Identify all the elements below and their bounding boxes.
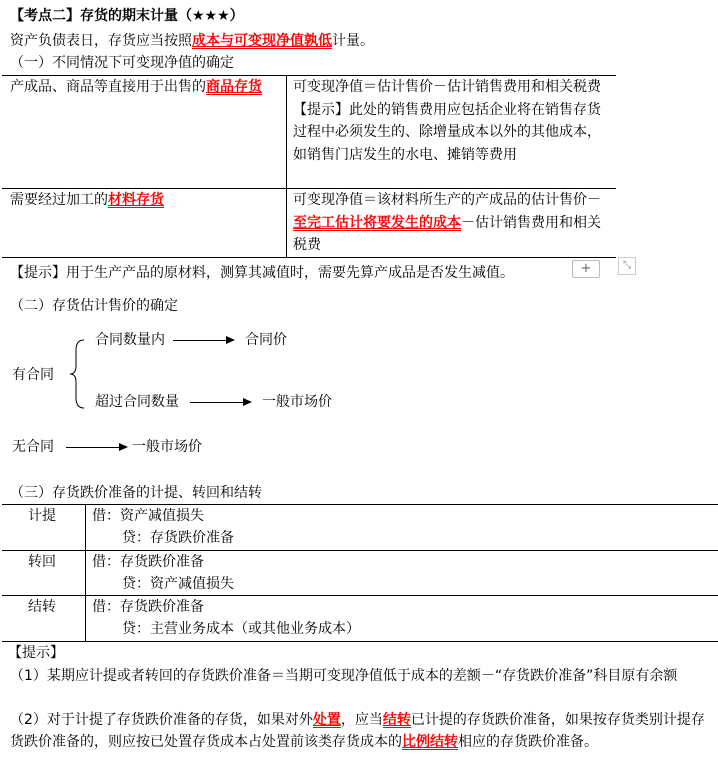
tip-2-highlight: 结转 [382,712,411,728]
row1-left [10,76,262,99]
section1-heading: （一）不同情况下可变现净值的确定 [10,55,234,71]
tip-2-b: ，应当 [340,712,383,728]
row1-left-highlight: 商品存货 [206,79,262,95]
tip-2-d: 相应的存货跌价准备。 [458,734,598,750]
section2-heading: （二）存货估计售价的确定 [10,298,178,314]
row2-right [293,189,613,257]
intro-after: 计量。 [332,33,374,49]
tip-1: （1）某期应计提或者转回的存货跌价准备＝当期可变现净值低于成本的差额－“存货跌价准备”科目原有余额 [10,668,678,684]
tips-heading: 【提示】 [8,645,64,661]
intro-highlight: 成本与可变现净值孰低 [192,33,332,49]
arrow-icon [190,402,250,403]
row1-formula: 可变现净值＝估计售价－估计销售费用和相关税费 [293,79,601,95]
row2-formula-highlight: 至完工估计将要发生的成本 [293,214,461,231]
tip-2-a: （2）对于计提了存货跌价准备的存货，如果对外 [10,712,313,728]
debit-entry: 借：存货跌价准备 [92,554,204,570]
within-label: 合同数量内 [95,332,165,348]
row2-left [10,189,164,212]
debit-entry: 借：资产减值损失 [92,508,204,524]
row-label: 计提 [28,508,56,524]
row1-tip: 【提示】此处的销售费用应包括企业将在销售存货过程中必须发生的、除增量成本以外的其他成本，如销售门店发生的水电、摊销等费用 [293,101,601,163]
page-title: 【考点二】存货的期末计量（★★★） [10,8,244,24]
within-price: 合同价 [245,332,287,348]
credit-entry: 贷：存货跌价准备 [122,530,234,546]
section3-heading: （三）存货跌价准备的计提、转回和结转 [10,485,262,501]
no-contract-price: 一般市场价 [132,439,202,455]
tip-2-c: 已计提的存货跌价准备，如果按存货类别计提存货跌价准备的，则应按已处置存货成本占处置前该类存货成本的 [10,712,705,750]
row1-right [293,76,613,166]
intro-text [10,30,374,52]
intro-before: 资产负债表日，存货应当按照 [10,33,192,49]
tip-2-highlight: 处置 [312,712,341,728]
row2-formula-a: 可变现净值＝该材料所生产的产成品的估计售价－ [293,192,601,208]
brace-icon [68,338,88,410]
has-contract-label: 有合同 [12,367,54,383]
row1-left-text: 产成品、商品等直接用于出售的 [10,79,206,95]
resize-handle-icon[interactable]: ⤡ [618,257,636,275]
add-row-button[interactable]: + [572,260,600,278]
section1-tip: 【提示】用于生产产品的原材料，测算其减值时，需要先算产成品是否发生减值。 [10,265,514,281]
row2-formula-b: －估计销售费用和相关税费 [293,214,601,253]
beyond-price: 一般市场价 [262,394,332,410]
row-label: 结转 [28,599,56,615]
row2-left-text: 需要经过加工的 [10,192,108,208]
beyond-label: 超过合同数量 [95,394,179,410]
no-contract-label: 无合同 [12,439,54,455]
row-label: 转回 [28,554,56,570]
tip-2-highlight: 比例结转 [402,734,458,750]
debit-entry: 借：存货跌价准备 [92,599,204,615]
credit-entry: 贷：主营业务成本（或其他业务成本） [122,621,360,637]
tip-2 [10,709,716,753]
arrow-icon [66,447,126,448]
credit-entry: 贷：资产减值损失 [122,576,234,592]
row2-left-highlight: 材料存货 [108,192,164,208]
arrow-icon [173,340,233,341]
